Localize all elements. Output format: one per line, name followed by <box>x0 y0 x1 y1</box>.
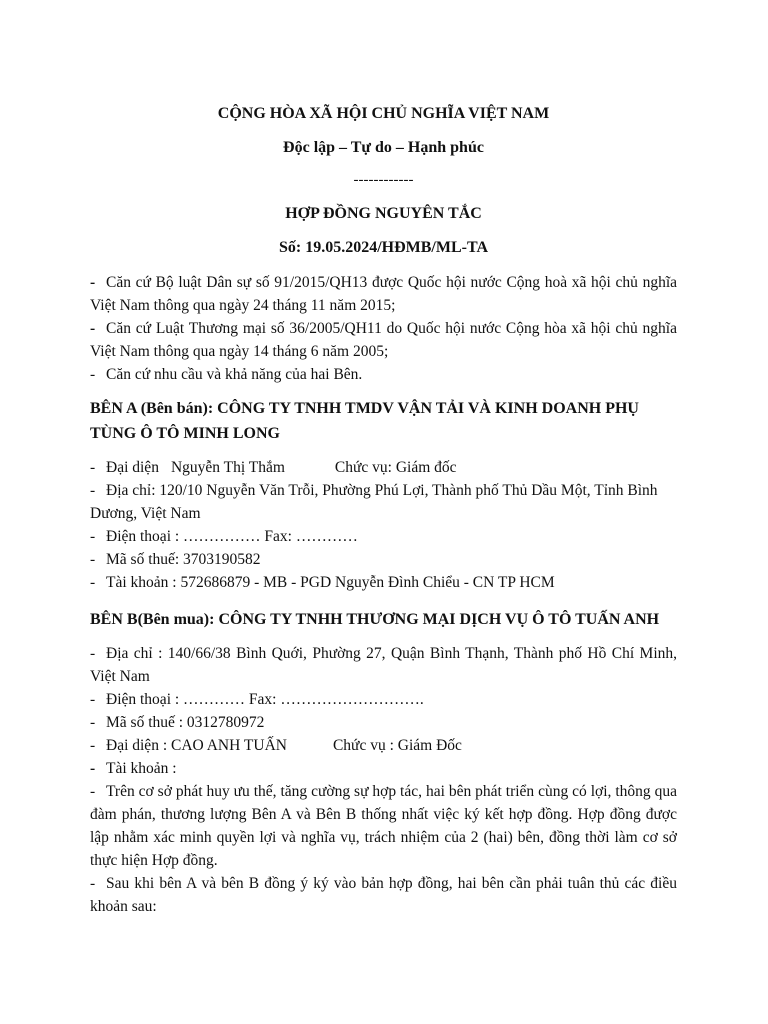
party-a-address <box>90 479 677 525</box>
national-motto: Độc lập – Tự do – Hạnh phúc <box>283 139 484 156</box>
bullet-dash: - <box>90 551 96 568</box>
party-b-tax <box>90 711 677 734</box>
bullet-dash: - <box>90 482 96 499</box>
party-a-phone <box>90 525 677 548</box>
legal-basis-item <box>90 271 677 317</box>
account-text: Tài khoản : 572686879 - MB - PGD Nguyễn Đình Chiểu - CN TP HCM <box>106 574 555 591</box>
party-b-details <box>90 642 677 780</box>
party-a-representative <box>90 456 677 479</box>
party-a-account <box>90 571 677 594</box>
rep-title: Chức vụ: Giám đốc <box>334 459 457 476</box>
national-title: CỘNG HÒA XÃ HỘI CHỦ NGHĨA VIỆT NAM <box>217 105 550 122</box>
party-b-account <box>90 757 677 780</box>
bullet-dash: - <box>90 320 96 337</box>
tax-text: Mã số thuế: 3703190582 <box>106 551 261 568</box>
closing-text: Sau khi bên A và bên B đồng ý ký vào bản hợp đồng, hai bên cần phải tuân thủ các điều khoản sau: <box>90 875 677 915</box>
rep-name: Nguyễn Thị Thắm <box>170 459 285 476</box>
party-b-phone <box>90 688 677 711</box>
legal-basis-text: Căn cứ nhu cầu và khả năng của hai Bên. <box>106 366 363 383</box>
tax-text: Mã số thuế : 0312780972 <box>106 714 265 731</box>
bullet-dash: - <box>90 274 96 291</box>
closing-item <box>90 780 677 872</box>
address-text: Địa chỉ : 140/66/38 Bình Quới, Phường 27, Quận Bình Thạnh, Thành phố Hồ Chí Minh, Việt Nam <box>90 645 677 685</box>
legal-basis-item <box>90 363 677 386</box>
closing-paragraphs <box>90 780 677 918</box>
bullet-dash: - <box>90 459 96 476</box>
legal-basis-list <box>90 271 677 386</box>
legal-basis-item <box>90 317 677 363</box>
document-body <box>90 101 677 918</box>
party-b-representative <box>90 734 677 757</box>
bullet-dash: - <box>90 714 96 731</box>
closing-item <box>90 872 677 918</box>
bullet-dash: - <box>90 783 96 800</box>
bullet-dash: - <box>90 737 96 754</box>
party-b-address <box>90 642 677 688</box>
closing-text: Trên cơ sở phát huy ưu thế, tăng cường sự hợp tác, hai bên phát triển cùng có lợi, thông qua đàm phán, thương lượng Bên A và Bên B thống nhất việc ký kết hợp đồng. Hợp đồng được lập nhằm xác minh quyền lợi và nghĩa vụ, trách nhiệm của 2 (hai) bên, đồng thời làm cơ sở thực hiện Hợp đồng. <box>90 783 677 869</box>
party-a-heading: BÊN A (Bên bán): CÔNG TY TNHH TMDV VẬN TẢI VÀ KINH DOANH PHỤ TÙNG Ô TÔ MINH LONG <box>90 400 639 442</box>
party-a-tax <box>90 548 677 571</box>
bullet-dash: - <box>90 645 96 662</box>
separator-line: ------------ <box>353 172 414 188</box>
rep-title: Chức vụ : Giám Đốc <box>332 737 462 754</box>
party-a-details <box>90 456 677 594</box>
legal-basis-text: Căn cứ Luật Thương mại số 36/2005/QH11 do Quốc hội nước Cộng hòa xã hội chủ nghĩa Việt Nam thông qua ngày 14 tháng 6 năm 2005; <box>90 320 677 360</box>
contract-title: HỢP ĐỒNG NGUYÊN TẮC <box>285 205 482 222</box>
bullet-dash: - <box>90 574 96 591</box>
legal-basis-text: Căn cứ Bộ luật Dân sự số 91/2015/QH13 được Quốc hội nước Cộng hoà xã hội chủ nghĩa Việt Nam thông qua ngày 24 tháng 11 năm 2015; <box>90 274 677 314</box>
account-text: Tài khoản : <box>106 760 177 777</box>
phone-text: Điện thoại : ………… Fax: ………………………. <box>106 691 424 708</box>
rep-label: Đại diện <box>106 459 159 476</box>
address-text: Địa chỉ: 120/10 Nguyễn Văn Trỗi, Phường Phú Lợi, Thành phố Thủ Dầu Một, Tỉnh Bình Dương, Việt Nam <box>90 482 658 522</box>
bullet-dash: - <box>90 366 96 383</box>
bullet-dash: - <box>90 691 96 708</box>
rep-name: Đại diện : CAO ANH TUẤN <box>106 737 287 754</box>
party-b-heading: BÊN B(Bên mua): CÔNG TY TNHH THƯƠNG MẠI DỊCH VỤ Ô TÔ TUẤN ANH <box>90 611 660 628</box>
phone-text: Điện thoại : …………… Fax: ………… <box>106 528 358 545</box>
bullet-dash: - <box>90 760 96 777</box>
contract-number: Số: 19.05.2024/HĐMB/ML-TA <box>278 239 489 256</box>
bullet-dash: - <box>90 875 96 892</box>
bullet-dash: - <box>90 528 96 545</box>
